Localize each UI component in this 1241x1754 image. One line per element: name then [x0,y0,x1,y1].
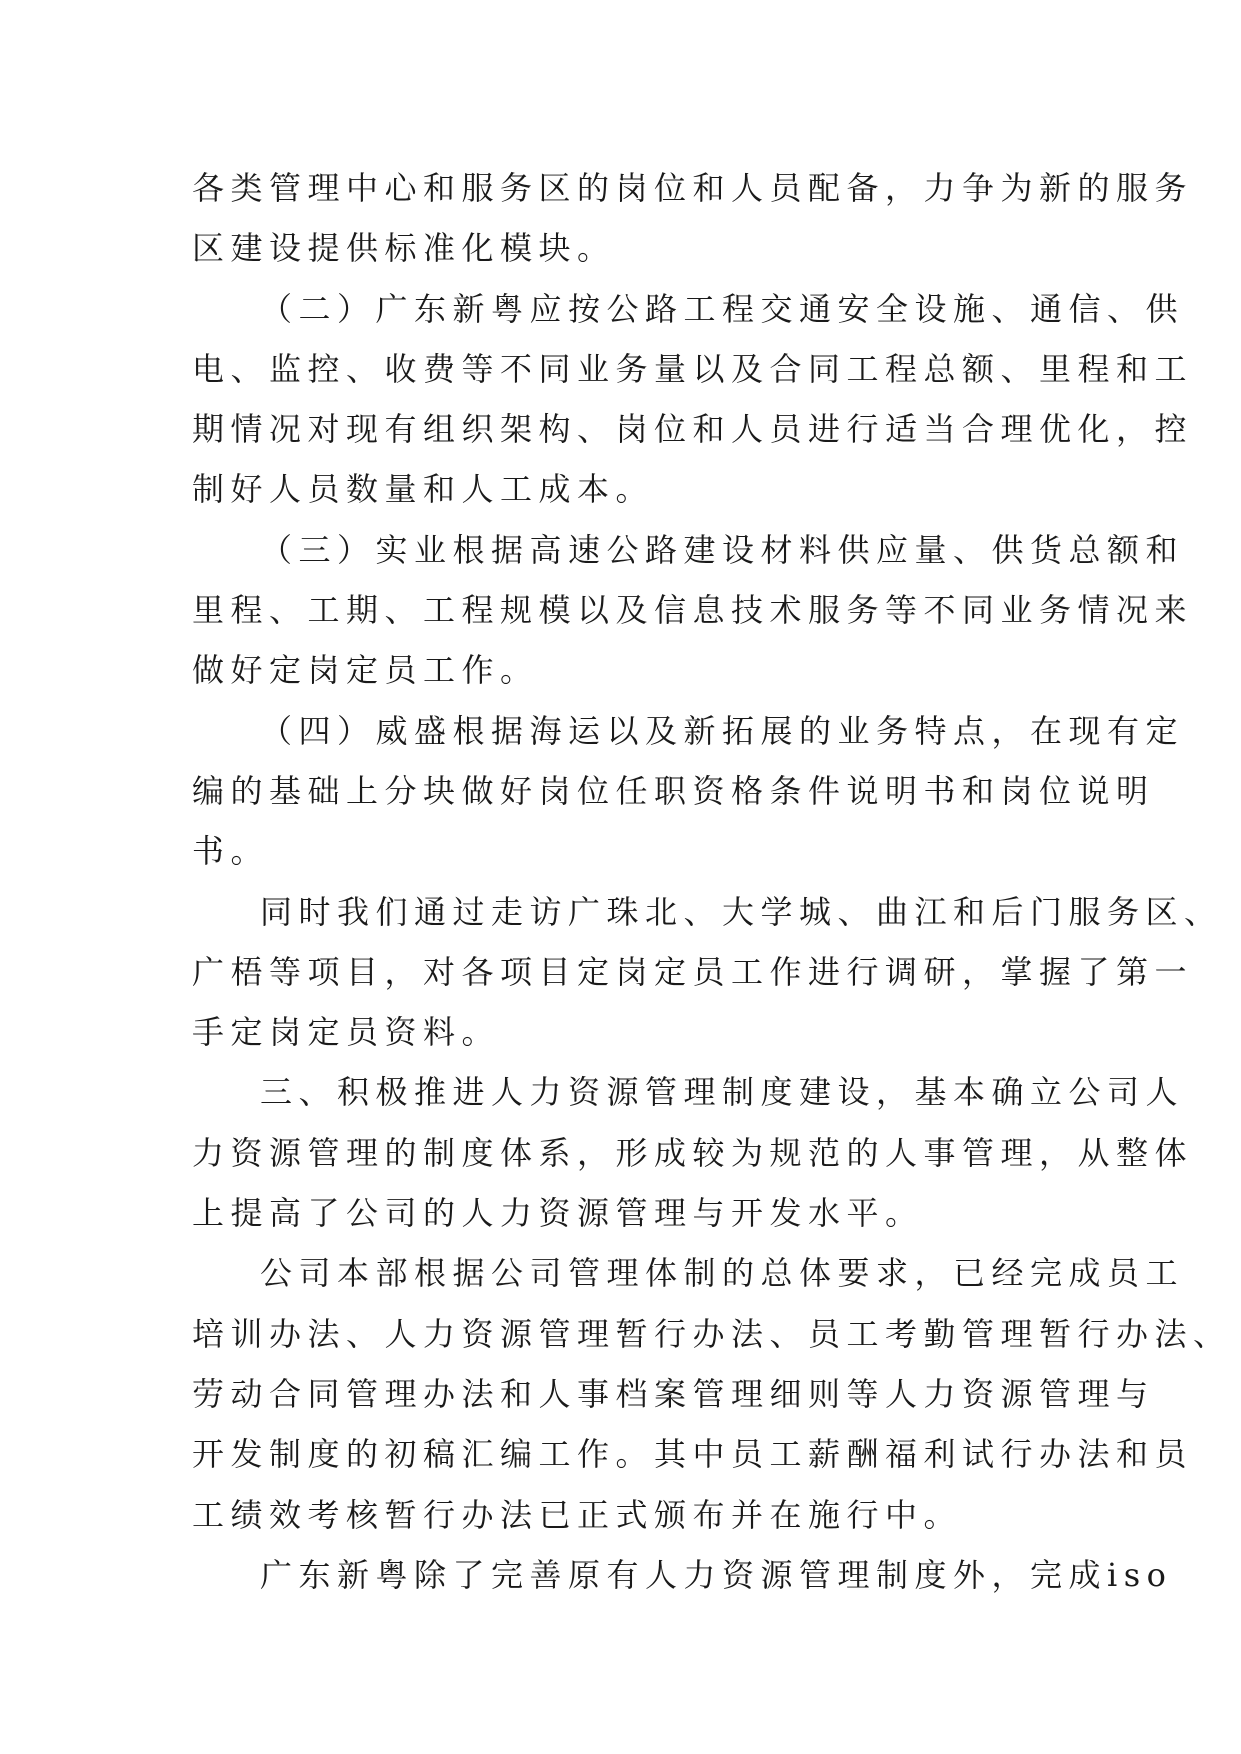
text-line: 手定岗定员资料。 [192,1013,501,1052]
paragraph-xinyue-iso [192,1545,1173,1605]
text-line: 公司本部根据公司管理体制的总体要求，已经完成员工 [260,1254,1185,1293]
text-line: 里程、工期、工程规模以及信息技术服务等不同业务情况来 [192,591,1194,630]
text-line: 力资源管理的制度体系，形成较为规范的人事管理，从整体 [192,1133,1194,1172]
paragraph-site-visits [192,882,1223,1063]
paragraph-service-area-staffing [192,158,1194,279]
paragraph-item-4-weisheng [192,701,1185,882]
text-line: 培训办法、人力资源管理暂行办法、员工考勤管理暂行办法、 [192,1314,1232,1353]
text-line: （四）威盛根据海运以及新拓展的业务特点，在现有定 [260,711,1185,750]
text-line: 上提高了公司的人力资源管理与开发水平。 [192,1194,924,1233]
text-line: 工绩效考核暂行办法已正式颁布并在施行中。 [192,1495,963,1534]
text-line: 广梧等项目，对各项目定岗定员工作进行调研，掌握了第一 [192,952,1194,991]
text-line: 书。 [192,832,270,871]
text-line: 区建设提供标准化模块。 [192,229,616,268]
document-body [192,158,1232,1605]
paragraph-item-2-guangdong-xinyue [192,279,1194,520]
text-line: 制好人员数量和人工成本。 [192,470,655,509]
paragraph-headquarters-policies [192,1243,1232,1544]
text-line: 三、积极推进人力资源管理制度建设，基本确立公司人 [260,1073,1185,1112]
text-line: 同时我们通过走访广珠北、大学城、曲江和后门服务区、 [260,892,1223,931]
text-line: 编的基础上分块做好岗位任职资格条件说明书和岗位说明 [192,771,1155,810]
text-line: （三）实业根据高速公路建设材料供应量、供货总额和 [260,530,1185,569]
text-line: （二）广东新粤应按公路工程交通安全设施、通信、供 [260,289,1185,328]
text-line: 做好定岗定员工作。 [192,651,539,690]
text-line: 电、监控、收费等不同业务量以及合同工程总额、里程和工 [192,349,1194,388]
text-line: 期情况对现有组织架构、岗位和人员进行适当合理优化，控 [192,410,1194,449]
paragraph-item-3-industry [192,520,1194,701]
text-line: 劳动合同管理办法和人事档案管理细则等人力资源管理与 [192,1374,1155,1413]
text-line: 开发制度的初稿汇编工作。其中员工薪酬福利试行办法和员 [192,1435,1194,1474]
paragraph-section-3-hr-system [192,1062,1194,1243]
text-line: 各类管理中心和服务区的岗位和人员配备，力争为新的服务 [192,169,1194,207]
text-line: 广东新粤除了完善原有人力资源管理制度外，完成iso [260,1555,1173,1594]
